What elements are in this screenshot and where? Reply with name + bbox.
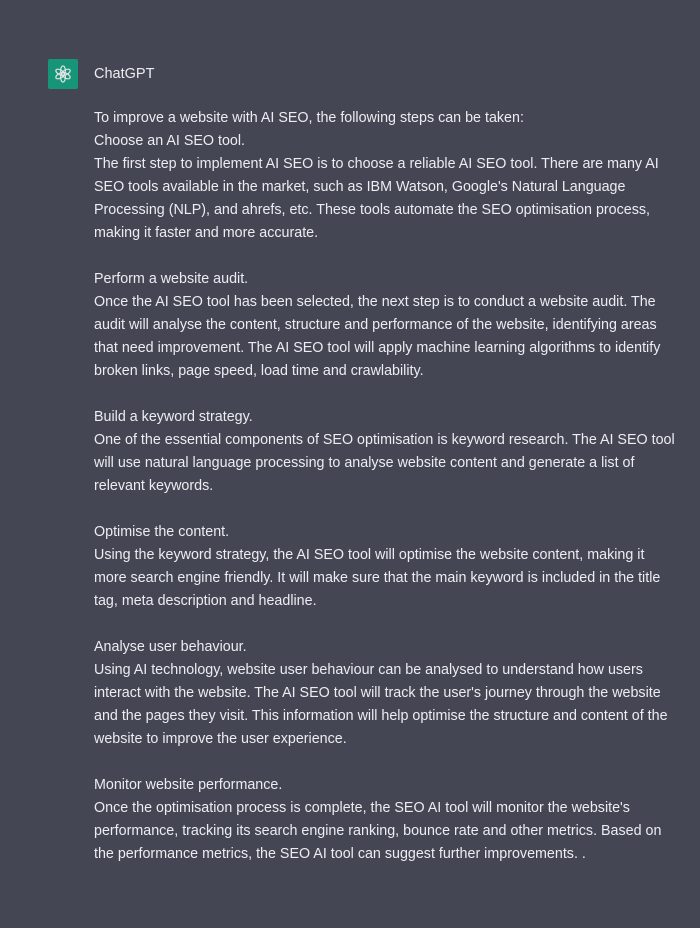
step-heading: Analyse user behaviour. [94, 639, 247, 655]
step-text-line: performance, tracking its search engine ranking, bounce rate and other metrics. Based on [94, 823, 662, 839]
step-text-line: interact with the website. The AI SEO tool will track the user's journey through the website [94, 685, 661, 701]
step-section [94, 130, 674, 245]
intro-text: To improve a website with AI SEO, the following steps can be taken: [94, 110, 524, 126]
step-text-line: the performance metrics, the SEO AI tool can suggest further improvements. . [94, 846, 586, 862]
step-text-line: will use natural language processing to analyse website content and generate a list of [94, 455, 635, 471]
step-text-line: Once the optimisation process is complete, the SEO AI tool will monitor the website's [94, 800, 630, 816]
step-heading: Perform a website audit. [94, 271, 249, 287]
step-text-line: audit will analyse the content, structure and performance of the website, identifying areas [94, 317, 657, 333]
step-text-line: SEO tools available in the market, such as IBM Watson, Google's Natural Language [94, 179, 626, 195]
step-text-line: that need improvement. The AI SEO tool will apply machine learning algorithms to identify [94, 340, 661, 356]
step-text-line: Processing (NLP), and ahrefs, etc. These tools automate the SEO optimisation process, [94, 202, 651, 218]
author-name: ChatGPT [94, 66, 155, 82]
step-text-line: Using the keyword strategy, the AI SEO tool will optimise the website content, making it [94, 547, 645, 563]
step-text-line: and the pages they visit. This information will help optimise the structure and content of the [94, 708, 668, 724]
step-text-line: more search engine friendly. It will make sure that the main keyword is included in the title [94, 570, 661, 586]
step-section [94, 406, 674, 498]
step-text-line: website to improve the user experience. [94, 731, 347, 747]
step-text-line: The first step to implement AI SEO is to choose a reliable AI SEO tool. There are many AI [94, 156, 659, 172]
step-text-line: tag, meta description and headline. [94, 593, 317, 609]
step-section [94, 268, 674, 383]
step-text-line: making it faster and more accurate. [94, 225, 319, 241]
step-section [94, 636, 674, 751]
openai-logo-icon [48, 59, 78, 89]
step-heading: Optimise the content. [94, 524, 230, 540]
step-section [94, 774, 674, 866]
step-text-line: broken links, page speed, load time and crawlability. [94, 363, 424, 379]
step-text-line: Once the AI SEO tool has been selected, the next step is to conduct a website audit. The [94, 294, 656, 310]
step-heading: Build a keyword strategy. [94, 409, 253, 425]
step-text-line: relevant keywords. [94, 478, 214, 494]
step-heading: Monitor website performance. [94, 777, 283, 793]
step-text-line: One of the essential components of SEO optimisation is keyword research. The AI SEO tool [94, 432, 675, 448]
message-content [94, 107, 674, 866]
step-text-line: Using AI technology, website user behaviour can be analysed to understand how users [94, 662, 643, 678]
step-section [94, 521, 674, 613]
step-heading: Choose an AI SEO tool. [94, 133, 246, 149]
